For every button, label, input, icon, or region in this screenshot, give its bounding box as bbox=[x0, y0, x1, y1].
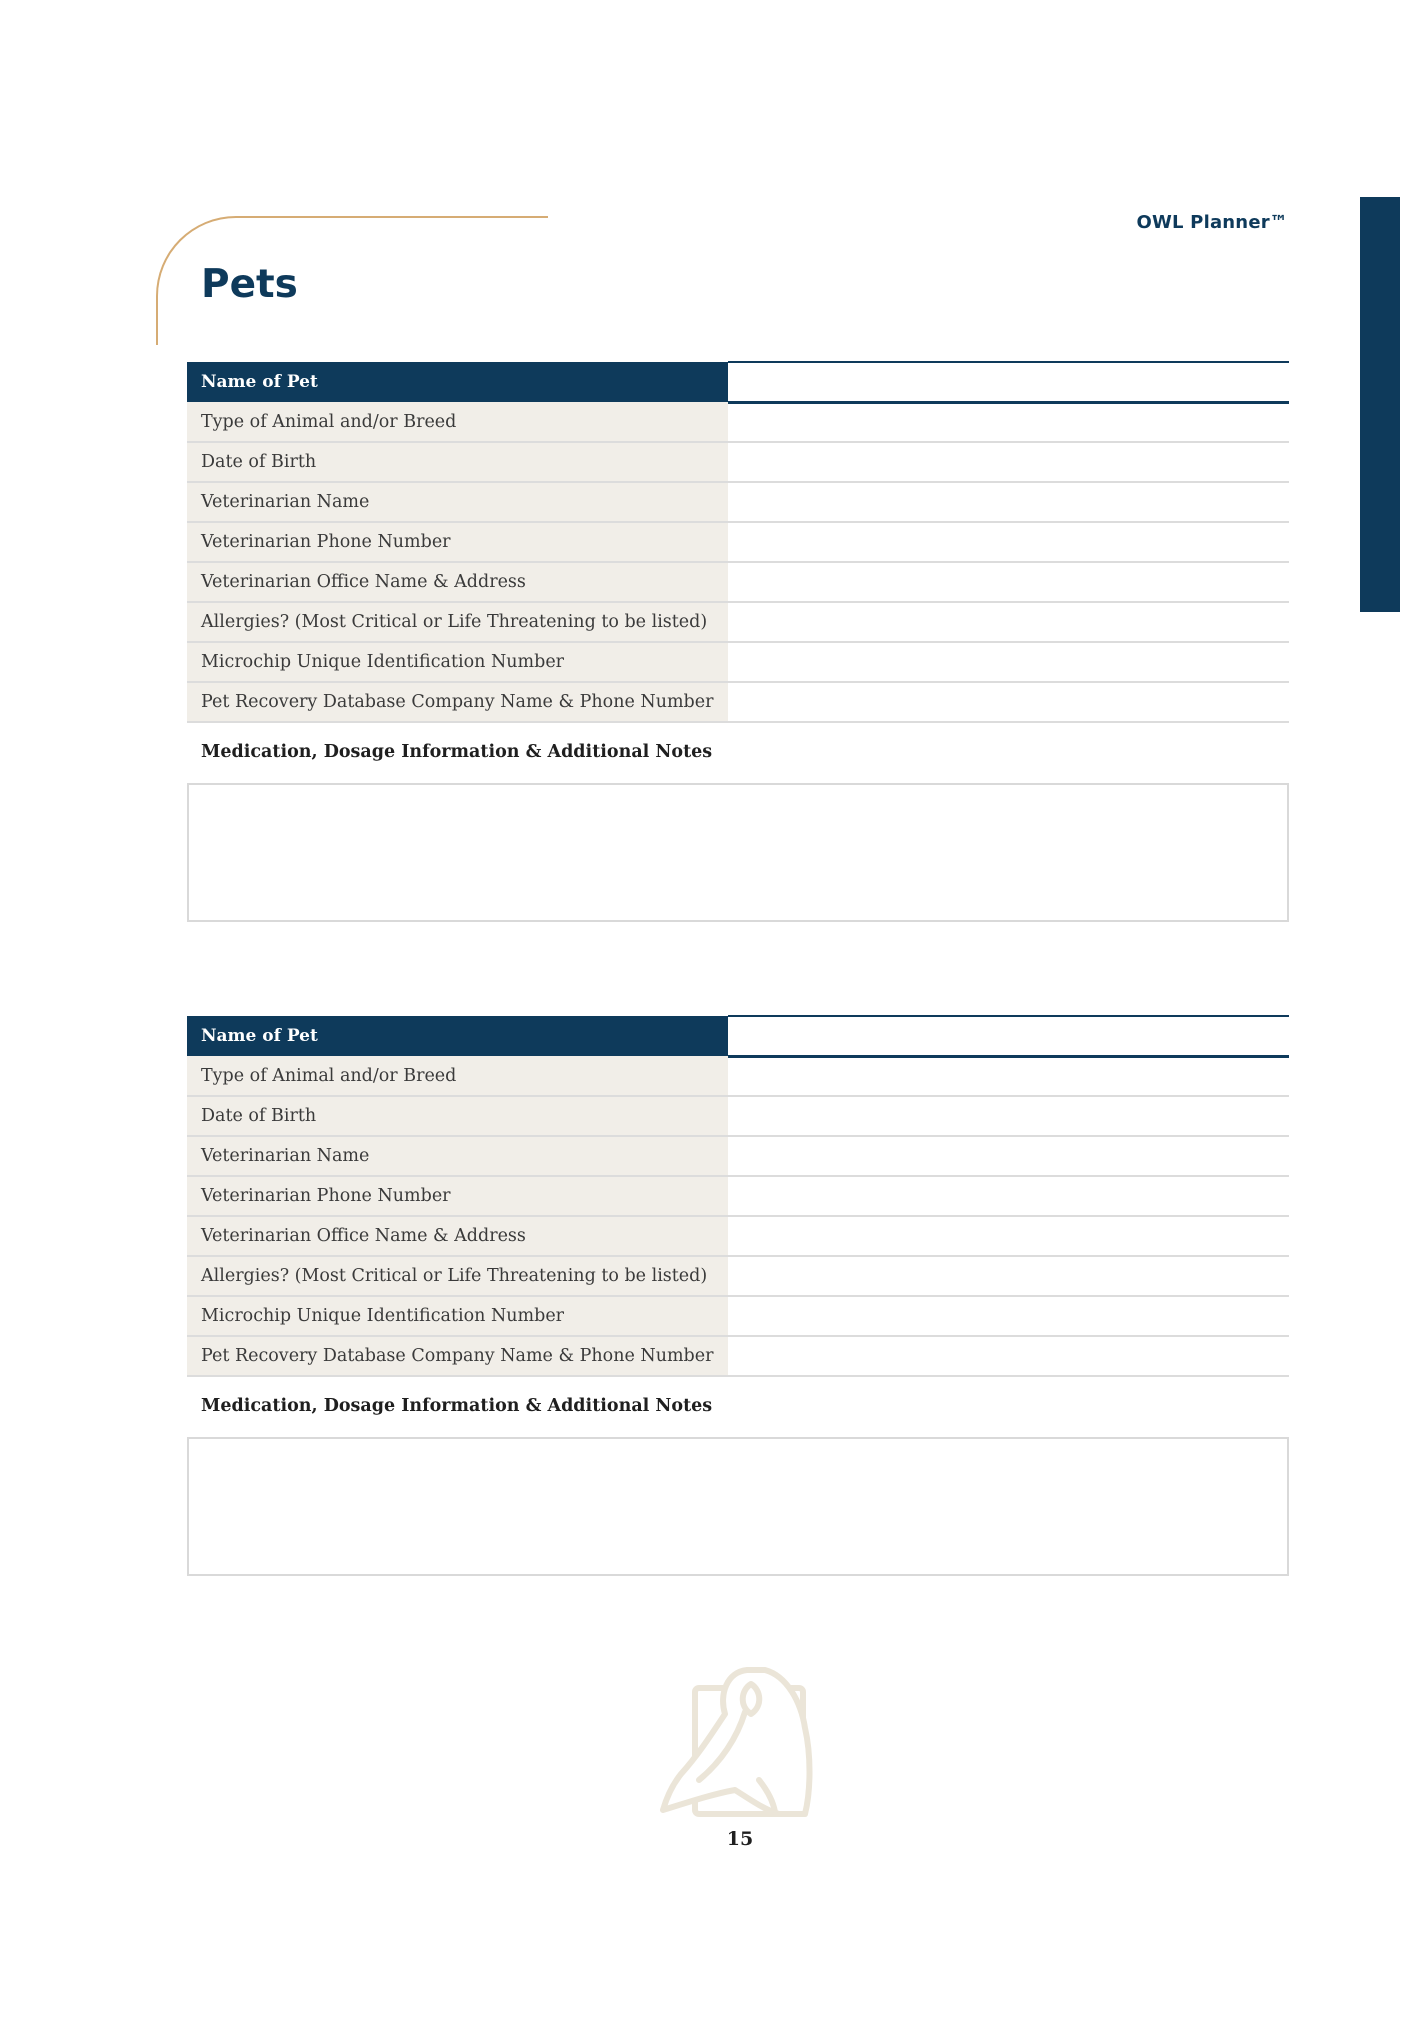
table-row bbox=[187, 682, 1289, 722]
field-label: Veterinarian Name bbox=[187, 482, 728, 522]
page-title: Pets bbox=[201, 262, 298, 307]
pet-record-1 bbox=[187, 361, 1289, 922]
field-label: Veterinarian Phone Number bbox=[187, 1176, 728, 1216]
pet-name-field[interactable] bbox=[728, 1016, 1289, 1056]
vet-name-field[interactable] bbox=[728, 1136, 1289, 1176]
table-row bbox=[187, 642, 1289, 682]
table-row bbox=[187, 1136, 1289, 1176]
field-label: Date of Birth bbox=[187, 1096, 728, 1136]
field-label: Name of Pet bbox=[187, 362, 728, 402]
pet-details-table bbox=[187, 1015, 1289, 1377]
field-label: Veterinarian Name bbox=[187, 1136, 728, 1176]
page-number: 15 bbox=[726, 1828, 754, 1850]
allergies-field[interactable] bbox=[728, 1256, 1289, 1296]
table-row bbox=[187, 1336, 1289, 1376]
field-label: Veterinarian Office Name & Address bbox=[187, 1216, 728, 1256]
table-row bbox=[187, 562, 1289, 602]
field-label: Name of Pet bbox=[187, 1016, 728, 1056]
vet-office-field[interactable] bbox=[728, 562, 1289, 602]
vet-office-field[interactable] bbox=[728, 1216, 1289, 1256]
table-row bbox=[187, 602, 1289, 642]
brand-name: OWL Planner™ bbox=[1136, 212, 1288, 233]
table-row bbox=[187, 522, 1289, 562]
section-side-tab bbox=[1360, 197, 1400, 612]
table-row bbox=[187, 1296, 1289, 1336]
vet-phone-field[interactable] bbox=[728, 522, 1289, 562]
table-row bbox=[187, 482, 1289, 522]
field-label: Allergies? (Most Critical or Life Threatening to be listed) bbox=[187, 602, 728, 642]
notes-label: Medication, Dosage Information & Additional Notes bbox=[201, 742, 713, 762]
pet-details-table bbox=[187, 361, 1289, 723]
allergies-field[interactable] bbox=[728, 602, 1289, 642]
field-label: Allergies? (Most Critical or Life Threatening to be listed) bbox=[187, 1256, 728, 1296]
table-header-row bbox=[187, 1016, 1289, 1056]
recovery-database-field[interactable] bbox=[728, 682, 1289, 722]
table-row bbox=[187, 442, 1289, 482]
notes-textarea[interactable] bbox=[187, 783, 1289, 922]
field-label: Microchip Unique Identification Number bbox=[187, 642, 728, 682]
field-label: Type of Animal and/or Breed bbox=[187, 1056, 728, 1096]
animal-type-field[interactable] bbox=[728, 1056, 1289, 1096]
table-row bbox=[187, 402, 1289, 442]
field-label: Date of Birth bbox=[187, 442, 728, 482]
pet-record-2 bbox=[187, 1015, 1289, 1576]
field-label: Veterinarian Phone Number bbox=[187, 522, 728, 562]
animal-type-field[interactable] bbox=[728, 402, 1289, 442]
field-label: Microchip Unique Identification Number bbox=[187, 1296, 728, 1336]
field-label: Veterinarian Office Name & Address bbox=[187, 562, 728, 602]
date-of-birth-field[interactable] bbox=[728, 1096, 1289, 1136]
vet-phone-field[interactable] bbox=[728, 1176, 1289, 1216]
notes-label: Medication, Dosage Information & Additional Notes bbox=[201, 1396, 713, 1416]
table-row bbox=[187, 1056, 1289, 1096]
pet-name-field[interactable] bbox=[728, 362, 1289, 402]
field-label: Type of Animal and/or Breed bbox=[187, 402, 728, 442]
table-header-row bbox=[187, 362, 1289, 402]
vet-name-field[interactable] bbox=[728, 482, 1289, 522]
table-row bbox=[187, 1096, 1289, 1136]
field-label: Pet Recovery Database Company Name & Phone Number bbox=[187, 682, 728, 722]
table-row bbox=[187, 1256, 1289, 1296]
microchip-id-field[interactable] bbox=[728, 1296, 1289, 1336]
recovery-database-field[interactable] bbox=[728, 1336, 1289, 1376]
field-label: Pet Recovery Database Company Name & Phone Number bbox=[187, 1336, 728, 1376]
table-row bbox=[187, 1216, 1289, 1256]
microchip-id-field[interactable] bbox=[728, 642, 1289, 682]
owl-logo-icon bbox=[655, 1662, 821, 1822]
notes-textarea[interactable] bbox=[187, 1437, 1289, 1576]
table-row bbox=[187, 1176, 1289, 1216]
date-of-birth-field[interactable] bbox=[728, 442, 1289, 482]
